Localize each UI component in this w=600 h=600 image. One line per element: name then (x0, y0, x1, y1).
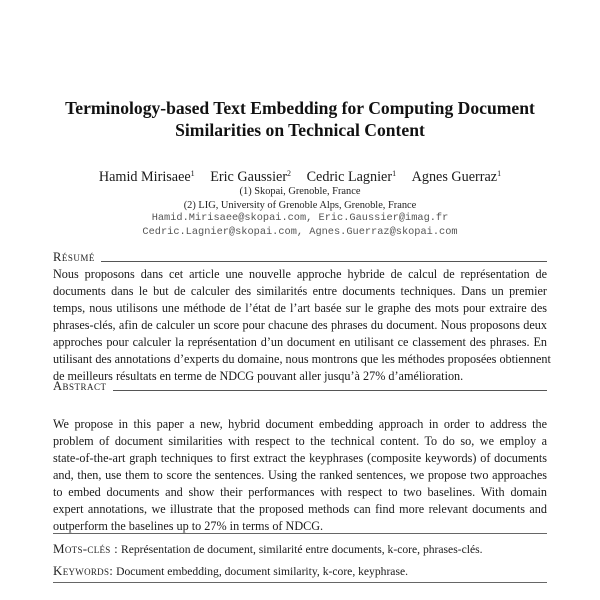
author-emails-line-2: Cedric.Lagnier@skopai.com, Agnes.Guerraz@skopai.com (142, 226, 458, 238)
text-line: de meilleurs résultats en terme de NDCG pouvant aller jusqu’à 27% d’amélioration. (53, 369, 464, 383)
heading-rule (113, 390, 547, 391)
resume-heading-label: Résumé (53, 250, 95, 264)
text-line: phrases-clés, afin de calculer un score pour chacune des phrases du document. Nous proposons deux (53, 318, 547, 332)
text-line: We propose in this paper a new, hybrid document embedding approach in order to address the (53, 417, 547, 431)
text-line: expert annotations, we illustrate that the proposed methods can find more relevant documents and (53, 502, 547, 516)
author: Hamid Mirisaee$^1$ (98, 169, 195, 185)
resume-paragraph (53, 266, 551, 385)
affiliation-1: (1) Skopai, Grenoble, France (239, 186, 361, 197)
heading-rule (101, 261, 547, 262)
text-line: to embed documents and show their performances with respect to two baselines. With domain (53, 485, 547, 499)
text-line: state-of-the-art graph techniques to first extract the keyphrases (composite keywords) of documents (53, 451, 547, 465)
keywords-english (53, 563, 547, 579)
text-line: problem of document similarities with respect to the technical content. To do so, we employ a (53, 434, 547, 448)
abstract-paragraph (53, 416, 547, 535)
affiliation-2: (2) LIG, University of Grenoble Alps, Grenoble, France (183, 200, 417, 211)
keywords-french-value: Représentation de document, similarité entre documents, k-core, phrases-clés. (120, 543, 483, 556)
text-line: documents dans le but de calculer des similarités entre documents techniques. Dans un premier (53, 284, 547, 298)
keywords-french-label: Mots-clés : (53, 541, 119, 556)
keywords-english-value: Document embedding, document similarity, k-core, keyphrase. (116, 565, 409, 578)
title-line-2: Similarities on Technical Content (175, 120, 425, 140)
paper-title (40, 97, 560, 141)
text-line: and, then, use them to score the sentences. Using the ranked sentences, we propose two approaches (53, 468, 547, 482)
affiliation-mark: 1 (190, 169, 195, 178)
resume-heading (53, 250, 547, 264)
keywords-top-rule (53, 533, 547, 534)
keywords-english-label: Keywords: (53, 563, 114, 578)
text-line: utilisant des annotations d’experts du domaine, nous montrons que les méthodes proposées obtiennent (53, 352, 551, 366)
keywords-bottom-rule (53, 582, 547, 583)
abstract-heading-label: Abstract (53, 379, 107, 393)
author: Eric Gaussier$^2$ (210, 169, 292, 185)
affiliation-mark: 1 (392, 169, 397, 178)
affiliation-mark: 1 (497, 169, 502, 178)
keywords-french (53, 541, 547, 557)
author-list (40, 168, 560, 186)
abstract-heading (53, 379, 547, 393)
text-line: approches pour calculer la représentation d’un document en utilisant ce classement des phrases. En (53, 335, 547, 349)
author-emails-line-1: Hamid.Mirisaee@skopai.com, Eric.Gaussier@imag.fr (151, 212, 449, 224)
author: Cedric Lagnier$^1$ (306, 169, 397, 185)
text-line: Nous proposons dans cet article une nouvelle approche hybride de calcul de représentation de (53, 267, 547, 281)
text-line: outperform the baselines up to 27% in terms of NDCG. (53, 519, 324, 533)
affiliation-mark: 2 (287, 169, 292, 178)
author: Agnes Guerraz$^1$ (411, 169, 502, 185)
title-line-1: Terminology-based Text Embedding for Computing Document (65, 98, 535, 118)
text-line: temps, nous utilisons une méthode de l’état de l’art basée sur le graphe des mots pour extraire des (53, 301, 547, 315)
